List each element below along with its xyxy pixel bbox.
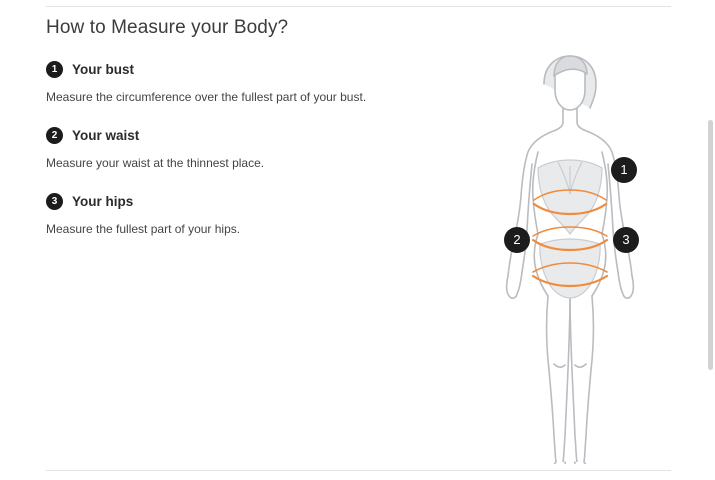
page-title: How to Measure your Body? xyxy=(46,17,289,38)
step-number-badge: 3 xyxy=(46,193,63,210)
step-description: Measure your waist at the thinnest place. xyxy=(46,156,265,171)
step-header xyxy=(46,126,466,144)
step-description: Measure the circumference over the fullest part of your bust. xyxy=(46,90,367,104)
bottom-divider xyxy=(46,470,671,471)
step-item xyxy=(46,60,466,105)
step-header xyxy=(46,60,466,78)
step-title: Your waist xyxy=(72,127,140,143)
female-body-illustration xyxy=(470,44,685,464)
step-item xyxy=(46,126,466,171)
step-number-badge: 1 xyxy=(46,61,63,78)
step-header xyxy=(46,192,466,210)
step-description: Measure the fullest part of your hips. xyxy=(46,222,241,237)
step-title: Your hips xyxy=(72,193,134,209)
steps-list xyxy=(46,60,466,259)
vertical-scrollbar[interactable] xyxy=(708,120,713,370)
bust-marker: 1 xyxy=(611,157,637,183)
step-number-badge: 2 xyxy=(46,127,63,144)
body-measurement-diagram xyxy=(470,44,685,464)
top-divider xyxy=(46,6,671,7)
step-title: Your bust xyxy=(72,61,134,77)
waist-marker: 2 xyxy=(504,227,530,253)
hips-marker: 3 xyxy=(613,227,639,253)
step-item xyxy=(46,192,466,237)
